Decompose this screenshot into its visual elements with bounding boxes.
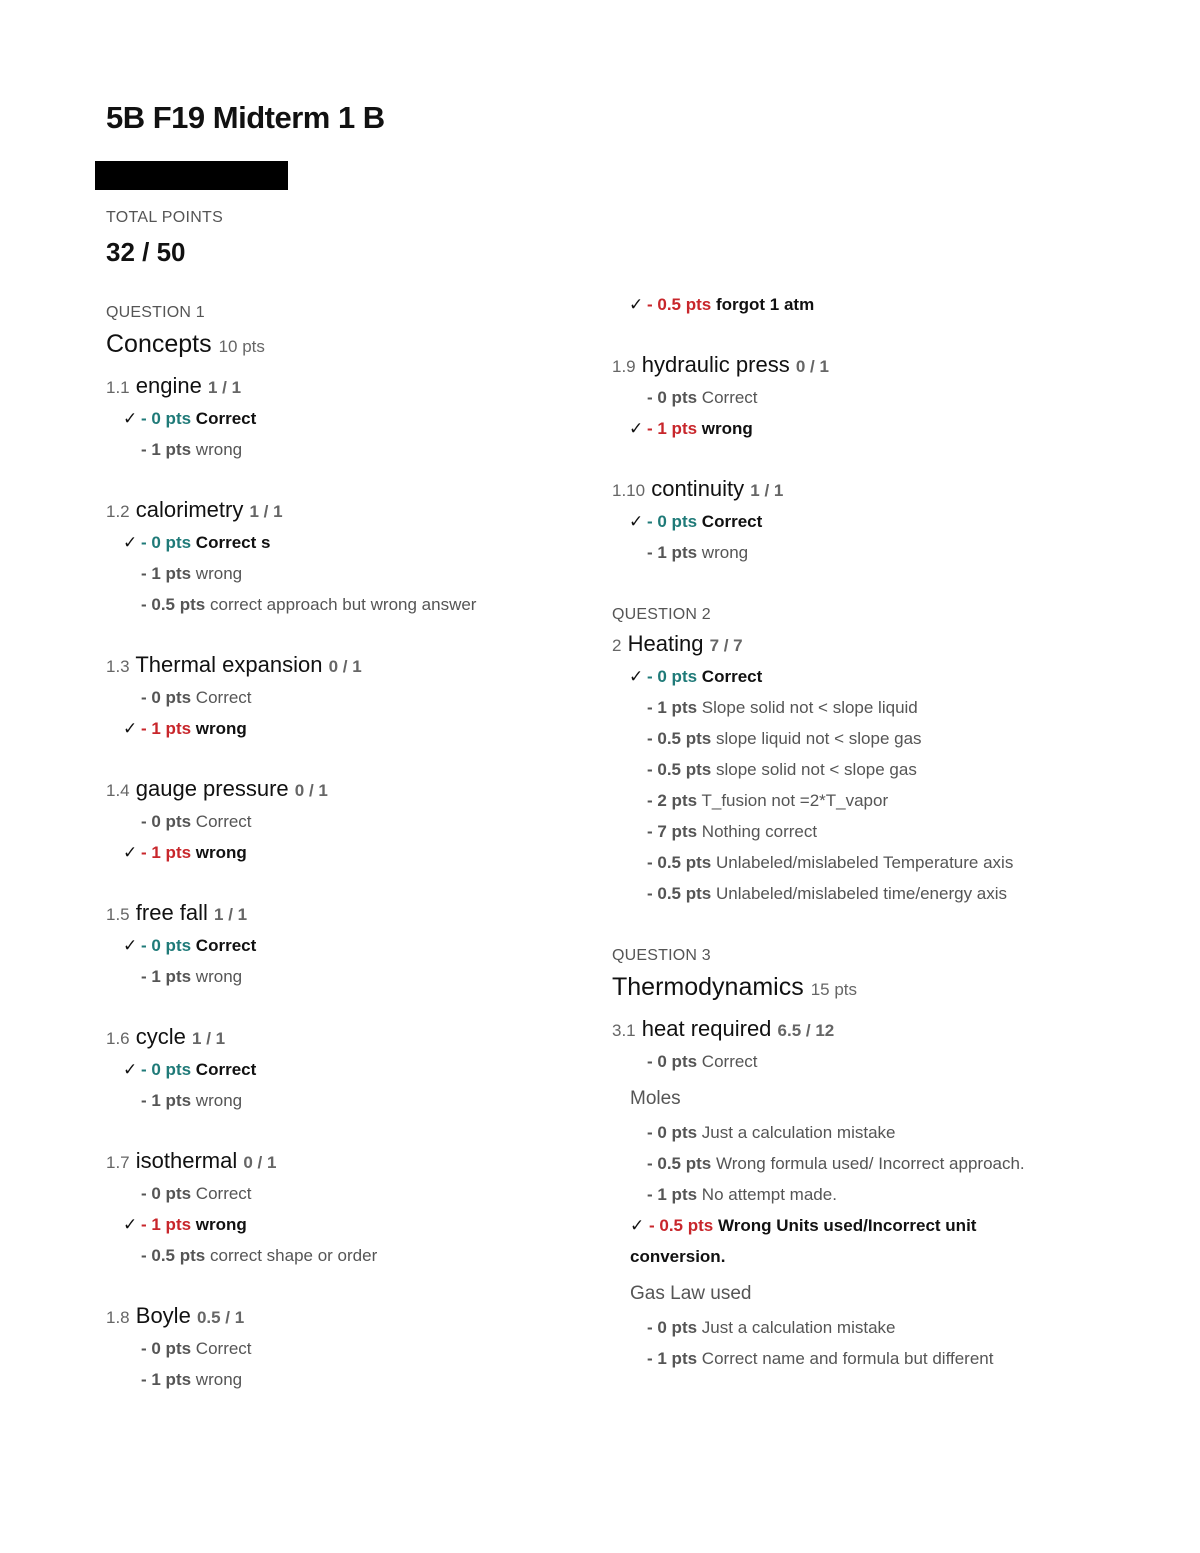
rubric-deduction: - 1 pts: [141, 1370, 192, 1389]
rubric-item: [106, 682, 576, 713]
rubric-text: correct shape or order: [209, 1246, 378, 1265]
rubric-text: Correct: [195, 812, 252, 831]
subquestion-header: [106, 1144, 576, 1178]
rubric-item: [612, 661, 1172, 692]
subquestion-title: Boyle: [135, 1303, 191, 1328]
rubric-item: [612, 1179, 1172, 1210]
subquestion-title: hydraulic press: [641, 352, 790, 377]
rubric-text: Correct: [195, 688, 252, 707]
total-points-label: TOTAL POINTS: [106, 209, 224, 226]
rubric-item: [106, 1085, 576, 1116]
subquestion-header: [106, 369, 576, 403]
subquestion-header: [612, 348, 1172, 382]
redacted-name-bar: [95, 161, 288, 190]
rubric-item: [612, 413, 1172, 444]
rubric-deduction: - 0 pts: [647, 667, 698, 686]
subquestion-number: 1.1: [106, 378, 130, 397]
question-score: 7 / 7: [709, 636, 743, 655]
rubric-item: [106, 1054, 576, 1085]
rubric-text: wrong: [195, 564, 243, 583]
rubric-item: [106, 527, 576, 558]
subquestion-title: isothermal: [135, 1148, 238, 1173]
rubric-text: Correct: [701, 512, 763, 531]
rubric-deduction: - 0.5 pts: [647, 884, 712, 903]
subquestion-header: [106, 896, 576, 930]
rubric-text: Just a calculation mistake: [701, 1318, 896, 1337]
subquestion-number: 1.4: [106, 781, 130, 800]
subquestion-score: 0 / 1: [795, 357, 829, 376]
rubric-item: [612, 1312, 1172, 1343]
subquestion-score: 1 / 1: [192, 1029, 226, 1048]
rubric-text: Correct: [701, 1052, 758, 1071]
rubric-item: [106, 403, 576, 434]
check-icon: ✓: [629, 419, 644, 438]
rubric-deduction: - 0.5 pts: [141, 1246, 206, 1265]
rubric-text: slope solid not < slope gas: [715, 760, 917, 779]
rubric-deduction: - 0 pts: [141, 533, 192, 552]
rubric-deduction: - 1 pts: [647, 1349, 698, 1368]
rubric-item: [106, 589, 576, 620]
subquestion-number: 1.9: [612, 357, 636, 376]
rubric-item: [612, 1210, 1020, 1272]
rubric-deduction: - 1 pts: [141, 843, 192, 862]
rubric-item: [106, 1333, 576, 1364]
subquestion-header: [106, 493, 576, 527]
subquestion-number: 1.2: [106, 502, 130, 521]
question-number: 2: [612, 636, 622, 655]
rubric-item: [612, 816, 1172, 847]
rubric-text: wrong: [195, 719, 247, 738]
subquestion-header: [106, 1299, 576, 1333]
question-title-text: Thermodynamics: [612, 973, 804, 1001]
rubric-item: [612, 1046, 1172, 1077]
subquestion-number: 3.1: [612, 1021, 636, 1040]
subquestion-title: gauge pressure: [135, 776, 289, 801]
rubric-item: [106, 837, 576, 868]
rubric-item: [612, 754, 1172, 785]
rubric-text: Correct: [701, 667, 763, 686]
subquestion-header: [612, 472, 1172, 506]
subquestion-number: 1.6: [106, 1029, 130, 1048]
subquestion-score: 0 / 1: [243, 1153, 277, 1172]
subquestion-header: [612, 1012, 1172, 1046]
rubric-deduction: - 2 pts: [647, 791, 698, 810]
question-title: [106, 325, 576, 363]
rubric-deduction: - 0 pts: [141, 812, 192, 831]
rubric-deduction: - 0.5 pts: [647, 295, 712, 314]
rubric-text: wrong: [195, 440, 243, 459]
rubric-text: Wrong Units used/Incorrect unit conversion.: [630, 1216, 977, 1266]
rubric-deduction: - 1 pts: [141, 440, 192, 459]
rubric-deduction: - 0 pts: [647, 1052, 698, 1071]
rubric-deduction: - 1 pts: [141, 719, 192, 738]
subquestion-number: 1.7: [106, 1153, 130, 1172]
subquestion-header: [106, 772, 576, 806]
rubric-text: Correct: [195, 1339, 252, 1358]
subquestion-score: 0.5 / 1: [196, 1308, 245, 1327]
rubric-text: Wrong formula used/ Incorrect approach.: [715, 1154, 1025, 1173]
check-icon: ✓: [123, 936, 138, 955]
left-column: [106, 300, 576, 1395]
subquestion-score: 0 / 1: [328, 657, 362, 676]
subquestion-header: [106, 1020, 576, 1054]
rubric-text: slope liquid not < slope gas: [715, 729, 922, 748]
check-icon: ✓: [630, 1216, 645, 1235]
rubric-deduction: - 0.5 pts: [647, 1154, 712, 1173]
rubric-item: [612, 692, 1172, 723]
rubric-text: wrong: [701, 543, 749, 562]
check-icon: ✓: [629, 667, 644, 686]
rubric-item: [106, 1240, 576, 1271]
question-label: QUESTION 1: [106, 304, 205, 321]
check-icon: ✓: [629, 512, 644, 531]
rubric-item: [106, 1209, 576, 1240]
rubric-item: [106, 713, 576, 744]
check-icon: ✓: [123, 409, 138, 428]
rubric-text: Unlabeled/mislabeled Temperature axis: [715, 853, 1014, 872]
rubric-deduction: - 7 pts: [647, 822, 698, 841]
rubric-deduction: - 1 pts: [647, 698, 698, 717]
question-title-text: Concepts: [106, 330, 212, 358]
subquestion-header: [106, 648, 576, 682]
right-column: [612, 289, 1172, 1374]
check-icon: ✓: [123, 533, 138, 552]
rubric-text: Just a calculation mistake: [701, 1123, 896, 1142]
rubric-deduction: - 1 pts: [141, 564, 192, 583]
rubric-deduction: - 0 pts: [141, 936, 192, 955]
check-icon: ✓: [123, 843, 138, 862]
rubric-text: Correct: [195, 936, 257, 955]
rubric-group-title: Moles: [630, 1088, 681, 1109]
subquestion-score: 1 / 1: [214, 905, 248, 924]
rubric-text: correct approach but wrong answer: [209, 595, 477, 614]
rubric-item: [106, 1178, 576, 1209]
rubric-item: [612, 382, 1172, 413]
rubric-deduction: - 1 pts: [141, 1091, 192, 1110]
rubric-item: [106, 434, 576, 465]
check-icon: ✓: [123, 1215, 138, 1234]
rubric-deduction: - 1 pts: [647, 1185, 698, 1204]
rubric-deduction: - 0.5 pts: [141, 595, 206, 614]
subquestion-score: 1 / 1: [207, 378, 242, 397]
rubric-item: [612, 878, 1172, 909]
rubric-text: wrong: [195, 1091, 243, 1110]
check-icon: ✓: [629, 295, 644, 314]
rubric-group-title: Gas Law used: [630, 1283, 752, 1304]
subquestion-title: calorimetry: [135, 497, 244, 522]
question-points: 10 pts: [218, 337, 265, 356]
subquestion-score: 0 / 1: [294, 781, 328, 800]
subquestion-title: Thermal expansion: [135, 652, 323, 677]
rubric-deduction: - 0 pts: [647, 512, 698, 531]
subquestion-title: continuity: [651, 476, 745, 501]
subquestion-number: 1.8: [106, 1308, 130, 1327]
rubric-text: Unlabeled/mislabeled time/energy axis: [715, 884, 1008, 903]
rubric-deduction: - 0.5 pts: [648, 1216, 714, 1235]
rubric-text: Correct: [195, 1060, 257, 1079]
subquestion-title: free fall: [135, 900, 208, 925]
rubric-text: wrong: [701, 419, 753, 438]
rubric-deduction: - 1 pts: [141, 967, 192, 986]
rubric-text: wrong: [195, 843, 247, 862]
rubric-item: [106, 1364, 576, 1395]
rubric-item: [612, 723, 1172, 754]
check-icon: ✓: [123, 719, 138, 738]
rubric-item: [612, 289, 1172, 320]
subquestion-title: engine: [135, 373, 202, 398]
rubric-deduction: - 0 pts: [141, 1339, 192, 1358]
rubric-deduction: - 0.5 pts: [647, 729, 712, 748]
question-title: [612, 968, 1172, 1006]
rubric-text: No attempt made.: [701, 1185, 837, 1204]
rubric-deduction: - 0 pts: [647, 388, 698, 407]
rubric-item: [612, 1148, 1172, 1179]
rubric-deduction: - 0 pts: [141, 409, 192, 428]
subquestion-score: 1 / 1: [750, 481, 784, 500]
rubric-deduction: - 0 pts: [141, 1060, 192, 1079]
rubric-deduction: - 1 pts: [647, 419, 698, 438]
subquestion-number: 1.10: [612, 481, 646, 500]
rubric-item: [612, 1343, 1172, 1374]
rubric-item: [106, 930, 576, 961]
rubric-text: Correct: [195, 409, 257, 428]
rubric-deduction: - 0 pts: [647, 1318, 698, 1337]
subquestion-score: 6.5 / 12: [777, 1021, 835, 1040]
rubric-item: [612, 785, 1172, 816]
rubric-text: T_fusion not =2*T_vapor: [701, 791, 889, 810]
rubric-text: wrong: [195, 1215, 247, 1234]
total-points-value: 32 / 50: [106, 237, 186, 267]
rubric-deduction: - 0.5 pts: [647, 760, 712, 779]
question-points: 15 pts: [810, 980, 857, 999]
subquestion-score: 1 / 1: [249, 502, 283, 521]
rubric-deduction: - 1 pts: [647, 543, 698, 562]
rubric-text: wrong: [195, 1370, 243, 1389]
rubric-text: Slope solid not < slope liquid: [701, 698, 918, 717]
rubric-deduction: - 0 pts: [141, 688, 192, 707]
question-header: [612, 627, 1172, 661]
rubric-text: wrong: [195, 967, 243, 986]
rubric-deduction: - 0.5 pts: [647, 853, 712, 872]
rubric-item: [106, 961, 576, 992]
question-title: Heating: [627, 631, 704, 656]
subquestion-title: heat required: [641, 1016, 772, 1041]
question-label: QUESTION 2: [612, 606, 711, 623]
document-title: 5B F19 Midterm 1 B: [106, 100, 385, 135]
rubric-item: [106, 558, 576, 589]
subquestion-number: 1.3: [106, 657, 130, 676]
rubric-item: [612, 847, 1172, 878]
rubric-item: [106, 806, 576, 837]
rubric-deduction: - 0 pts: [141, 1184, 192, 1203]
rubric-text: Correct: [195, 1184, 252, 1203]
rubric-text: forgot 1 atm: [715, 295, 815, 314]
subquestion-number: 1.5: [106, 905, 130, 924]
rubric-text: Correct s: [195, 533, 271, 552]
rubric-item: [612, 1117, 1172, 1148]
subquestion-title: cycle: [135, 1024, 186, 1049]
check-icon: ✓: [123, 1060, 138, 1079]
question-label: QUESTION 3: [612, 947, 711, 964]
rubric-item: [612, 537, 1172, 568]
rubric-text: Nothing correct: [701, 822, 818, 841]
rubric-text: Correct name and formula but different: [701, 1349, 994, 1368]
rubric-item: [612, 506, 1172, 537]
rubric-deduction: - 1 pts: [141, 1215, 192, 1234]
rubric-deduction: - 0 pts: [647, 1123, 698, 1142]
rubric-text: Correct: [701, 388, 758, 407]
